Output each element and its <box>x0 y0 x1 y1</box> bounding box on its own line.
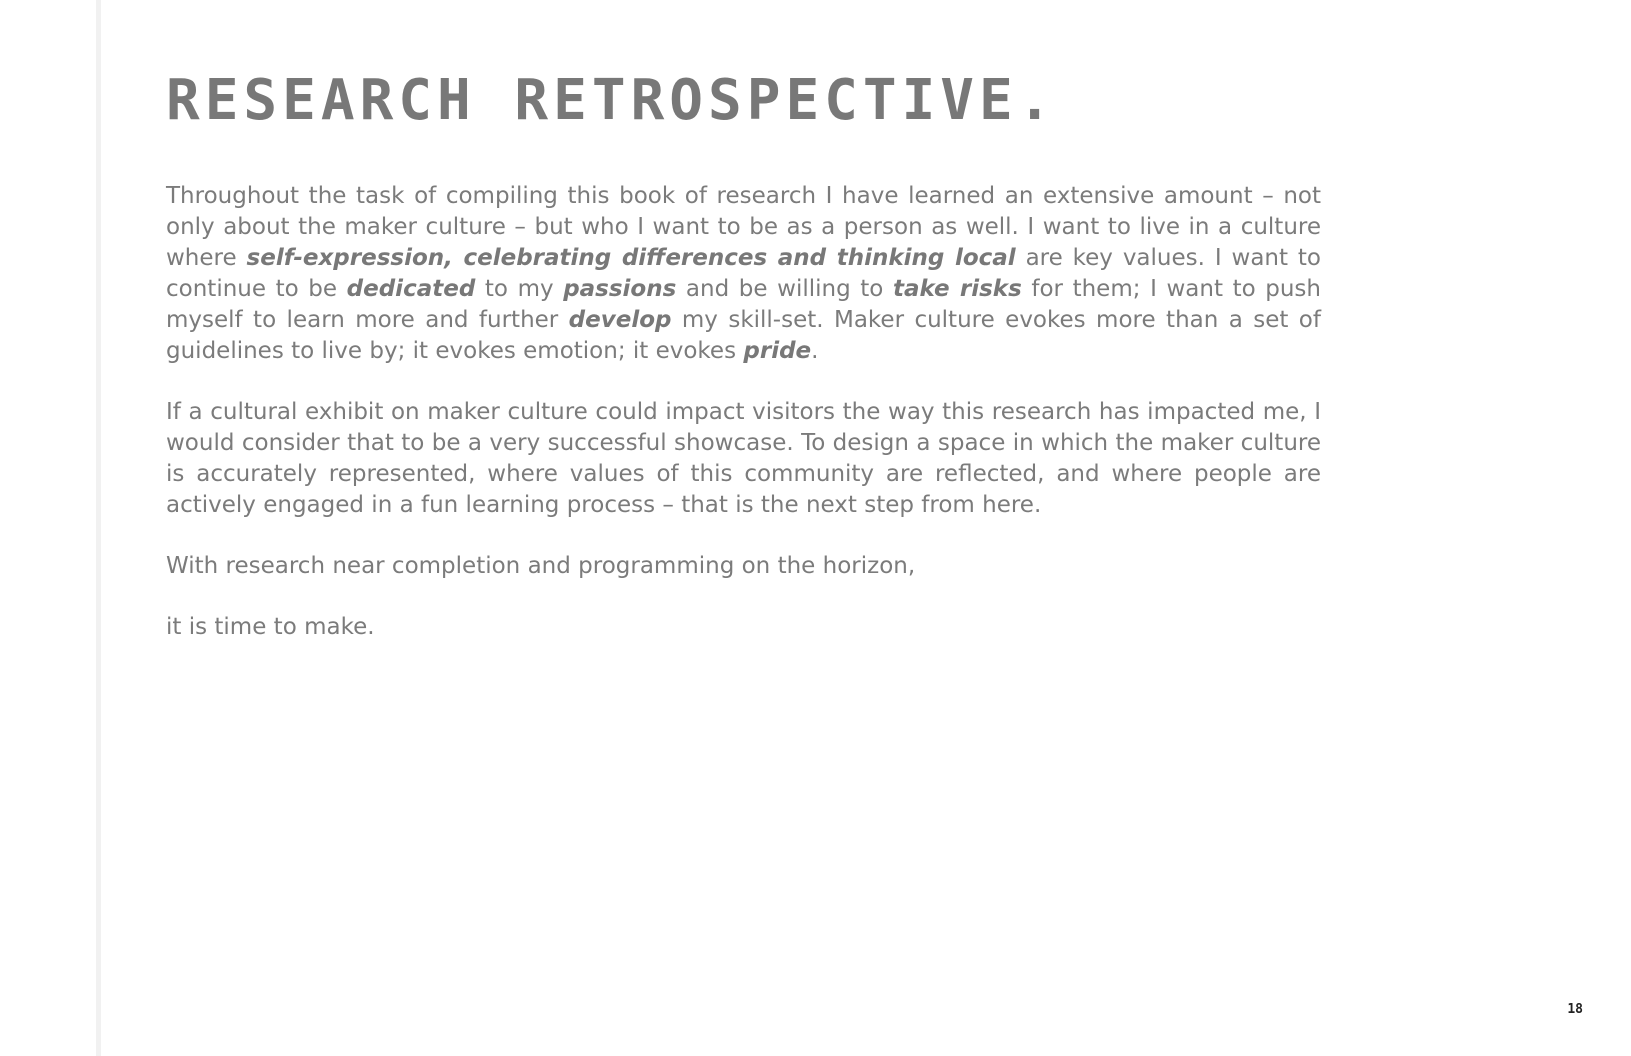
retrospective-content <box>166 66 1321 643</box>
paragraph-1-text-6: my skill-set. Maker culture evokes more than a set of guidelines to live by; it evokes emotion; it evokes <box>166 307 1321 364</box>
paragraph-1-text-2: are key values. I want to continue to be <box>166 245 1321 302</box>
emphasis-self-expression: self-expression, celebrating differences and thinking local <box>246 245 1016 271</box>
paragraph-maker-culture-values <box>166 181 1321 367</box>
paragraph-1-text-5: for them; I want to push myself to learn more and further <box>166 276 1321 333</box>
paragraph-cultural-exhibit <box>166 397 1321 521</box>
paragraph-1-text-4: and be willing to <box>676 276 893 302</box>
paragraph-1-period: . <box>811 338 819 364</box>
paragraph-research-completion <box>166 551 1321 582</box>
emphasis-dedicated: dedicated <box>346 276 476 302</box>
emphasis-passions: passions <box>563 276 677 302</box>
paragraph-3-text: With research near completion and programming on the horizon, <box>166 553 916 579</box>
paragraph-1-text-1: Throughout the task of compiling this book of research I have learned an extensive amount – not only about the maker culture – but who I want to be as a person as well. I want to live in a culture where <box>166 183 1321 271</box>
page-number: 18 <box>1567 1002 1583 1017</box>
paragraph-2-text: If a cultural exhibit on maker culture could impact visitors the way this research has impacted me, I would consider that to be a very successful showcase. To design a space in which the maker culture is accurately represented, where values of this community are reflected, and where people are actively engaged in a fun learning process – that is the next step from here. <box>166 399 1321 518</box>
emphasis-develop: develop <box>568 307 672 333</box>
emphasis-take-risks: take risks <box>892 276 1022 302</box>
emphasis-pride: pride <box>743 338 812 364</box>
page-title: RESEARCH RETROSPECTIVE. <box>166 68 1057 133</box>
paragraph-time-to-make <box>166 612 1321 643</box>
page-binding-line <box>96 0 101 1056</box>
paragraph-4-text: it is time to make. <box>166 614 375 640</box>
paragraph-1-text-3: to my <box>475 276 564 302</box>
